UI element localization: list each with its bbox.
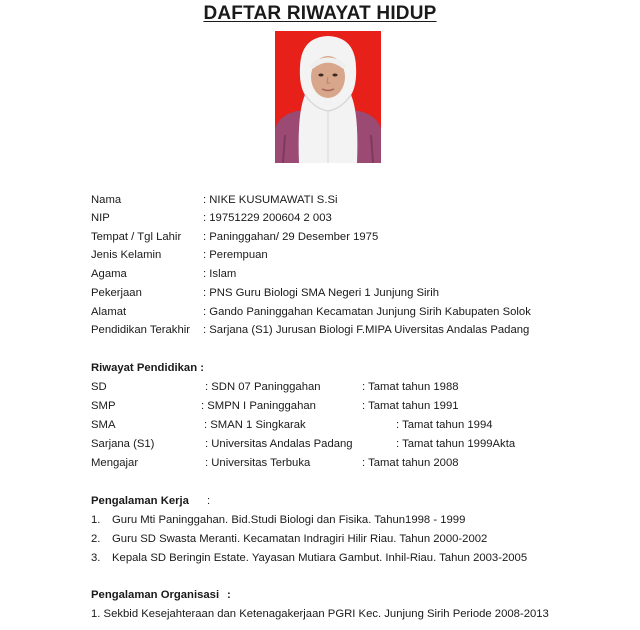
education-school: : Universitas Terbuka [205, 457, 311, 469]
identity-label: Nama [91, 194, 122, 206]
identity-value: : PNS Guru Biologi SMA Negeri 1 Junjung Sirih [203, 287, 440, 299]
education-level: Mengajar [91, 457, 139, 469]
identity-label: Jenis Kelamin [91, 249, 162, 261]
experience-heading-colon: : [207, 495, 211, 507]
education-level: SMP [91, 400, 116, 412]
education-year: : Tamat tahun 2008 [362, 457, 459, 469]
document-title: DAFTAR RIWAYAT HIDUP [203, 3, 437, 24]
portrait-illustration [275, 31, 381, 163]
identity-label: Pekerjaan [91, 287, 142, 299]
organization-heading-colon: : [227, 589, 231, 601]
education-level: Sarjana (S1) [91, 438, 155, 450]
identity-label: Tempat / Tgl Lahir [91, 231, 182, 243]
experience-heading-label: Pengalaman Kerja [91, 495, 189, 507]
education-level: SD [91, 381, 107, 393]
organization-heading-label: Pengalaman Organisasi [91, 589, 220, 601]
identity-label: Pendidikan Terakhir [91, 324, 191, 336]
person-photo-icon [275, 31, 381, 163]
identity-value: : Paninggahan/ 29 Desember 1975 [203, 231, 379, 243]
list-number: 2. [91, 533, 101, 545]
list-text: Guru SD Swasta Meranti. Kecamatan Indragiri Hilir Riau. Tahun 2000-2002 [112, 533, 488, 545]
identity-value: : Islam [203, 268, 237, 280]
identity-value: : Sarjana (S1) Jurusan Biologi F.MIPA Uiversitas Andalas Padang [203, 324, 530, 336]
list-text: 1. Sekbid Kesejahteraan dan Ketenagakerjaan PGRI Kec. Junjung Sirih Periode 2008-2013 [91, 608, 549, 620]
organization-heading [91, 586, 231, 604]
education-school: : SMPN I Paninggahan [201, 400, 316, 412]
education-school: : SDN 07 Paninggahan [205, 381, 321, 393]
identity-label: Agama [91, 268, 127, 280]
education-heading: Riwayat Pendidikan : [91, 362, 204, 374]
list-number: 1. [91, 514, 101, 526]
identity-value: : Perempuan [203, 249, 268, 261]
experience-heading [91, 492, 211, 510]
identity-value: : NIKE KUSUMAWATI S.Si [203, 194, 338, 206]
education-school: : Universitas Andalas Padang [205, 438, 353, 450]
list-text: Kepala SD Beringin Estate. Yayasan Mutiara Gambut. Inhil-Riau. Tahun 2003-2005 [112, 552, 528, 564]
education-year: : Tamat tahun 1991 [362, 400, 459, 412]
education-level: SMA [91, 419, 116, 431]
education-year: : Tamat tahun 1994 [396, 419, 493, 431]
identity-label: Alamat [91, 306, 127, 318]
identity-label: NIP [91, 212, 110, 224]
education-school: : SMAN 1 Singkarak [204, 419, 306, 431]
identity-value: : Gando Paninggahan Kecamatan Junjung Sirih Kabupaten Solok [203, 306, 531, 318]
education-year: : Tamat tahun 1999Akta [396, 438, 516, 450]
list-number: 3. [91, 552, 101, 564]
identity-value: : 19751229 200604 2 003 [203, 212, 332, 224]
education-year: : Tamat tahun 1988 [362, 381, 459, 393]
list-text: Guru Mti Paninggahan. Bid.Studi Biologi dan Fisika. Tahun1998 - 1999 [112, 514, 466, 526]
